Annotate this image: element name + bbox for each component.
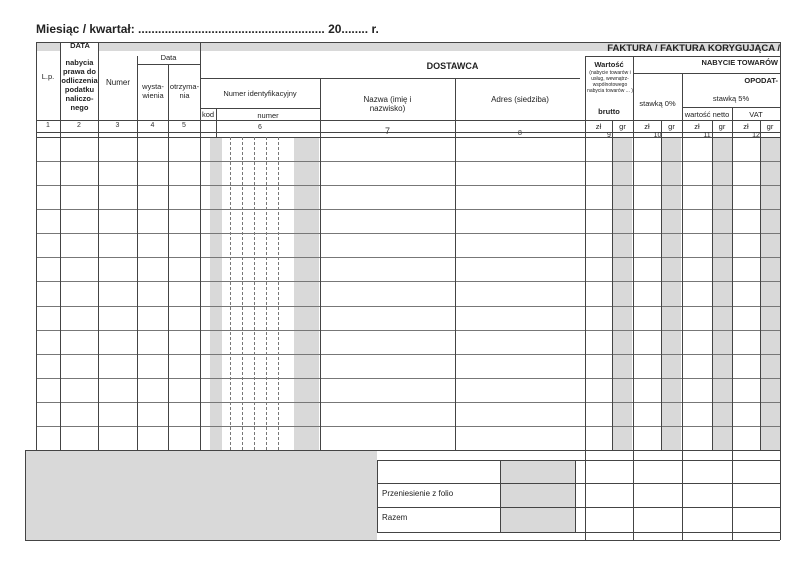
colnum-6: 6	[258, 124, 262, 131]
shade-kod	[210, 137, 222, 450]
footer-shade	[25, 450, 377, 540]
shade-gr10	[661, 137, 681, 450]
gr-10: gr	[668, 122, 675, 131]
table-row-line	[36, 281, 780, 282]
colnum-10: 10	[653, 132, 662, 139]
zl-9: zł	[595, 122, 602, 131]
footer-shade-right	[500, 460, 575, 532]
col-vat: VAT	[749, 110, 763, 119]
col-wartosc-netto: wartość netto	[684, 110, 730, 119]
table-row-line	[36, 257, 780, 258]
shade-numer	[294, 137, 319, 450]
col-wartosc-title: Wartość	[594, 60, 624, 69]
col-wystawienia: wysta-wienia	[142, 82, 164, 100]
table-row-line	[36, 378, 780, 379]
table-row-line	[36, 233, 780, 234]
table-row-line	[36, 354, 780, 355]
colnum-5: 5	[182, 122, 186, 129]
colnum-7: 7	[384, 126, 390, 136]
col-otrzymania: otrzyma-nia	[169, 82, 200, 100]
col-stawka0: stawką 0%	[639, 99, 676, 108]
zl-12: zł	[743, 122, 749, 131]
gr-12: gr	[766, 122, 774, 131]
colnum-9: 9	[607, 132, 611, 139]
table-row-line	[36, 330, 780, 331]
col-numer: Numer	[105, 78, 130, 87]
shade-gr12	[760, 137, 780, 450]
table-row-line	[36, 306, 780, 307]
colnum-12: 12	[752, 132, 760, 139]
col-data-sub: nabycia prawa do odliczenia podatku naliczo-nego	[61, 58, 98, 112]
gr-9: gr	[619, 122, 626, 131]
table-row-line	[36, 426, 780, 427]
table-row-line	[36, 209, 780, 210]
col-nabycie: NABYCIE TOWARÓW	[701, 58, 778, 67]
shade-gr9	[612, 137, 632, 450]
footer-przeniesienie: Przeniesienie z folio	[382, 489, 454, 498]
colnum-1: 1	[46, 122, 50, 129]
col-data-title: DATA	[70, 41, 90, 50]
col-numer-ident: Numer identyfikacyjny	[223, 89, 297, 98]
top-band-mid	[98, 42, 200, 51]
period-line: Miesiąc / kwartał: ........................................................ 20........ r.	[36, 22, 379, 36]
colnum-4: 4	[150, 122, 155, 129]
col-faktura-title: FAKTURA / FAKTURA KORYGUJĄCA /	[607, 43, 780, 54]
col-kod: kod	[201, 110, 215, 119]
colnum-8: 8	[518, 130, 522, 137]
zl-10: zł	[644, 122, 650, 131]
col-adres: Adres (siedziba)	[491, 95, 549, 104]
table-row-line	[36, 402, 780, 403]
colnum-3: 3	[115, 122, 120, 129]
col-numer-sub: numer	[257, 111, 279, 120]
colnum-11: 11	[703, 132, 711, 139]
top-band-left	[36, 42, 60, 51]
col-stawka5: stawką 5%	[712, 94, 750, 103]
col-brutto: brutto	[598, 107, 620, 116]
col-lp: L.p.	[41, 72, 55, 81]
colnum-2: 2	[77, 122, 81, 129]
table-row-line	[36, 185, 780, 186]
footer-razem: Razem	[382, 513, 408, 522]
shade-gr11a	[712, 137, 732, 450]
col-opodat: OPODAT-	[744, 76, 778, 85]
col-data-group: Data	[160, 53, 177, 62]
col-nazwa: Nazwa (imię i nazwisko)	[363, 95, 412, 113]
gr-11: gr	[718, 122, 726, 131]
col-wartosc-desc: (nabycie towarów i usług, wewnątrz-wspólnotowego nabycia towarów ... )	[587, 70, 633, 94]
col-dostawca: DOSTAWCA	[426, 61, 479, 71]
table-row-line	[36, 161, 780, 162]
zl-11: zł	[694, 122, 700, 131]
